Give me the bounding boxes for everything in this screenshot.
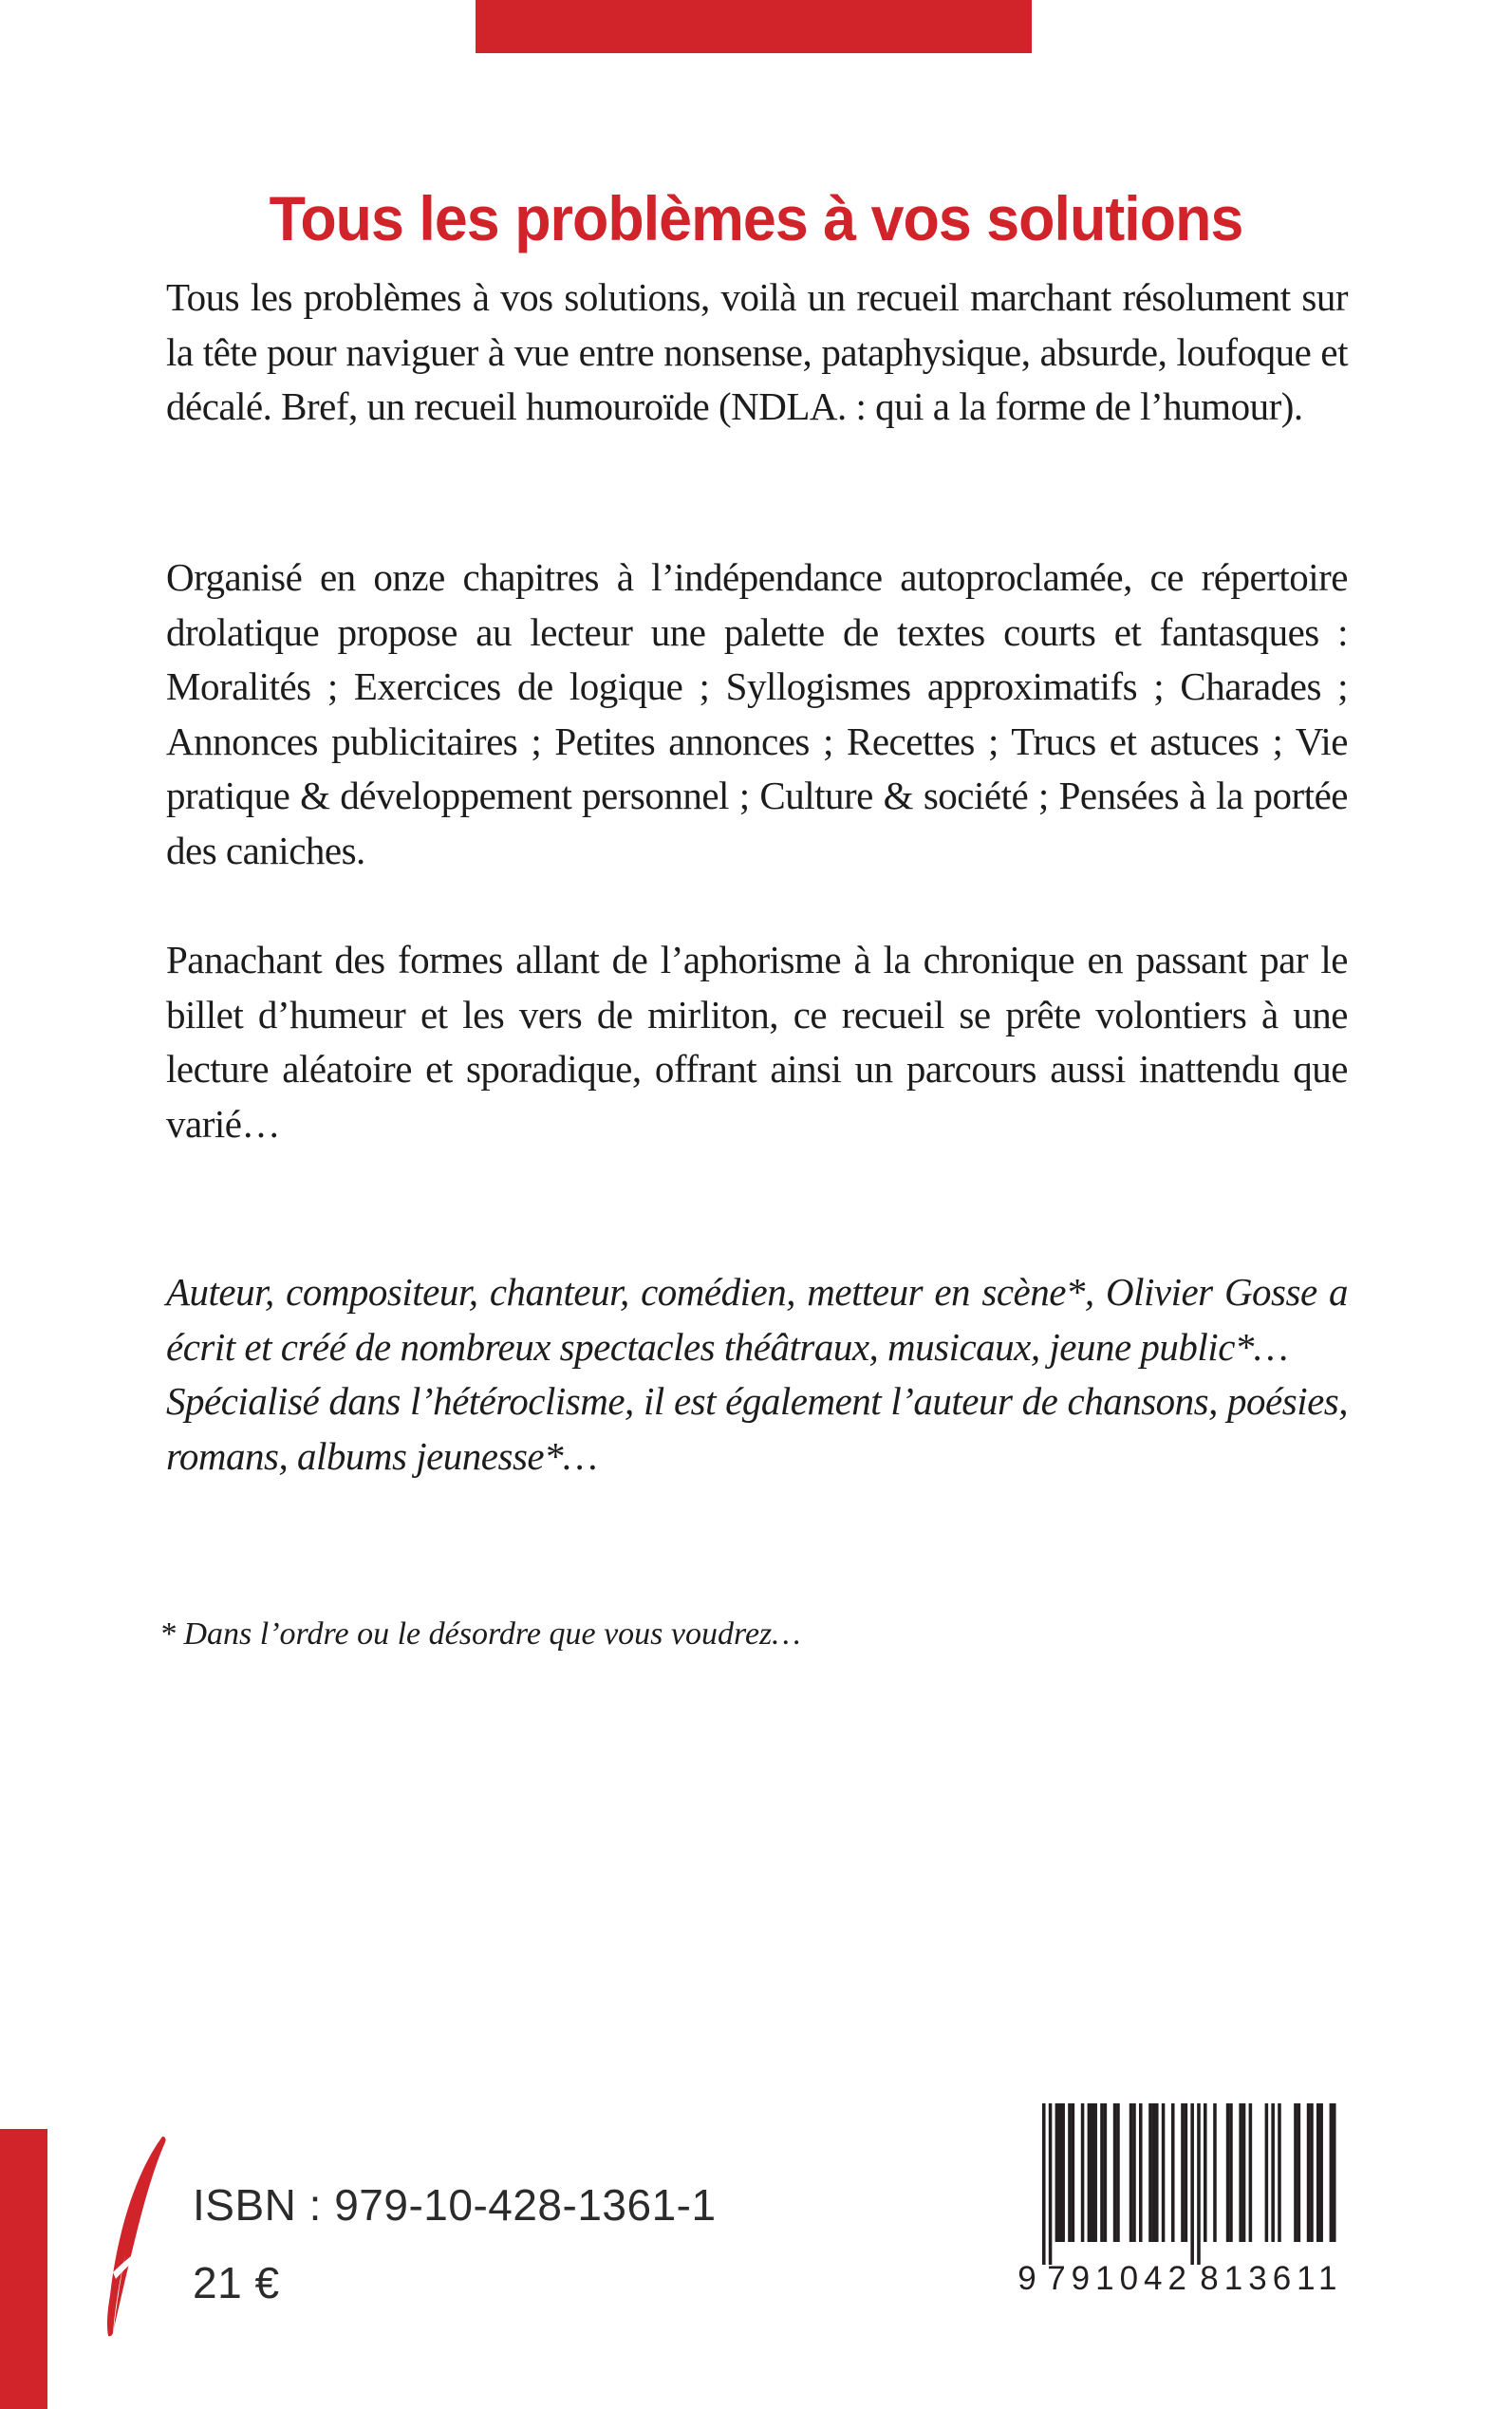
- isbn-text: ISBN : 979-10-428-1361-1: [193, 2180, 717, 2230]
- quill-feather-icon: [101, 2134, 171, 2338]
- top-red-band: [476, 0, 1032, 53]
- blurb-paragraph-2: Organisé en onze chapitres à l’indépendance autoproclamée, ce répertoire drolatique propose au lecteur une palette de textes courts et fantasques : Moralités ; Exercices de logique ; Syllogismes approximatifs ; Charades ; Annonces publicitaires ; Petites annonces ; Recettes ; Trucs et astuces ; Vie pratique & développement personnel ; Culture & société ; Pensées à la portée des caniches.: [166, 555, 1348, 872]
- author-bio: [166, 1265, 1348, 1484]
- svg-text:791042: 791042: [1047, 2260, 1192, 2293]
- blurb-paragraph-1: Tous les problèmes à vos solutions, voilà un recueil marchant résolument sur la tête pour naviguer à vue entre nonsense, pataphysique, absurde, loufoque et décalé. Bref, un recueil humouroïde (NDLA. : qui a la forme de l’humour).: [166, 275, 1348, 428]
- blurb-paragraph-3: Panachant des formes allant de l’aphorisme à la chronique en passant par le billet d’humeur et les vers de mirliton, ce recueil se prête volontiers à une lecture aléatoire et sporadique, offrant ainsi un parcours aussi inattendu que varié…: [166, 938, 1348, 1146]
- author-bio-paragraph-1: Auteur, compositeur, chanteur, comédien, metteur en scène*, Olivier Gosse a écrit et créé de nombreux spectacles théâtraux, musicaux, jeune public*…: [166, 1270, 1348, 1369]
- publisher-info: [193, 2166, 717, 2322]
- footnote: * Dans l’ordre ou le désordre que vous voudrez…: [159, 1616, 801, 1652]
- author-bio-paragraph-2: Spécialisé dans l’hétéroclisme, il est également l’auteur de chansons, poésies, romans, albums jeunesse*…: [166, 1379, 1348, 1478]
- book-title: Tous les problèmes à vos solutions: [269, 183, 1243, 254]
- ean13-barcode: [1014, 2103, 1386, 2293]
- bottom-left-red-band: [0, 2129, 47, 2409]
- price-text: 21 €: [193, 2258, 280, 2307]
- barcode-digit-group: 9: [1017, 2260, 1036, 2293]
- svg-text:813611: 813611: [1200, 2260, 1343, 2293]
